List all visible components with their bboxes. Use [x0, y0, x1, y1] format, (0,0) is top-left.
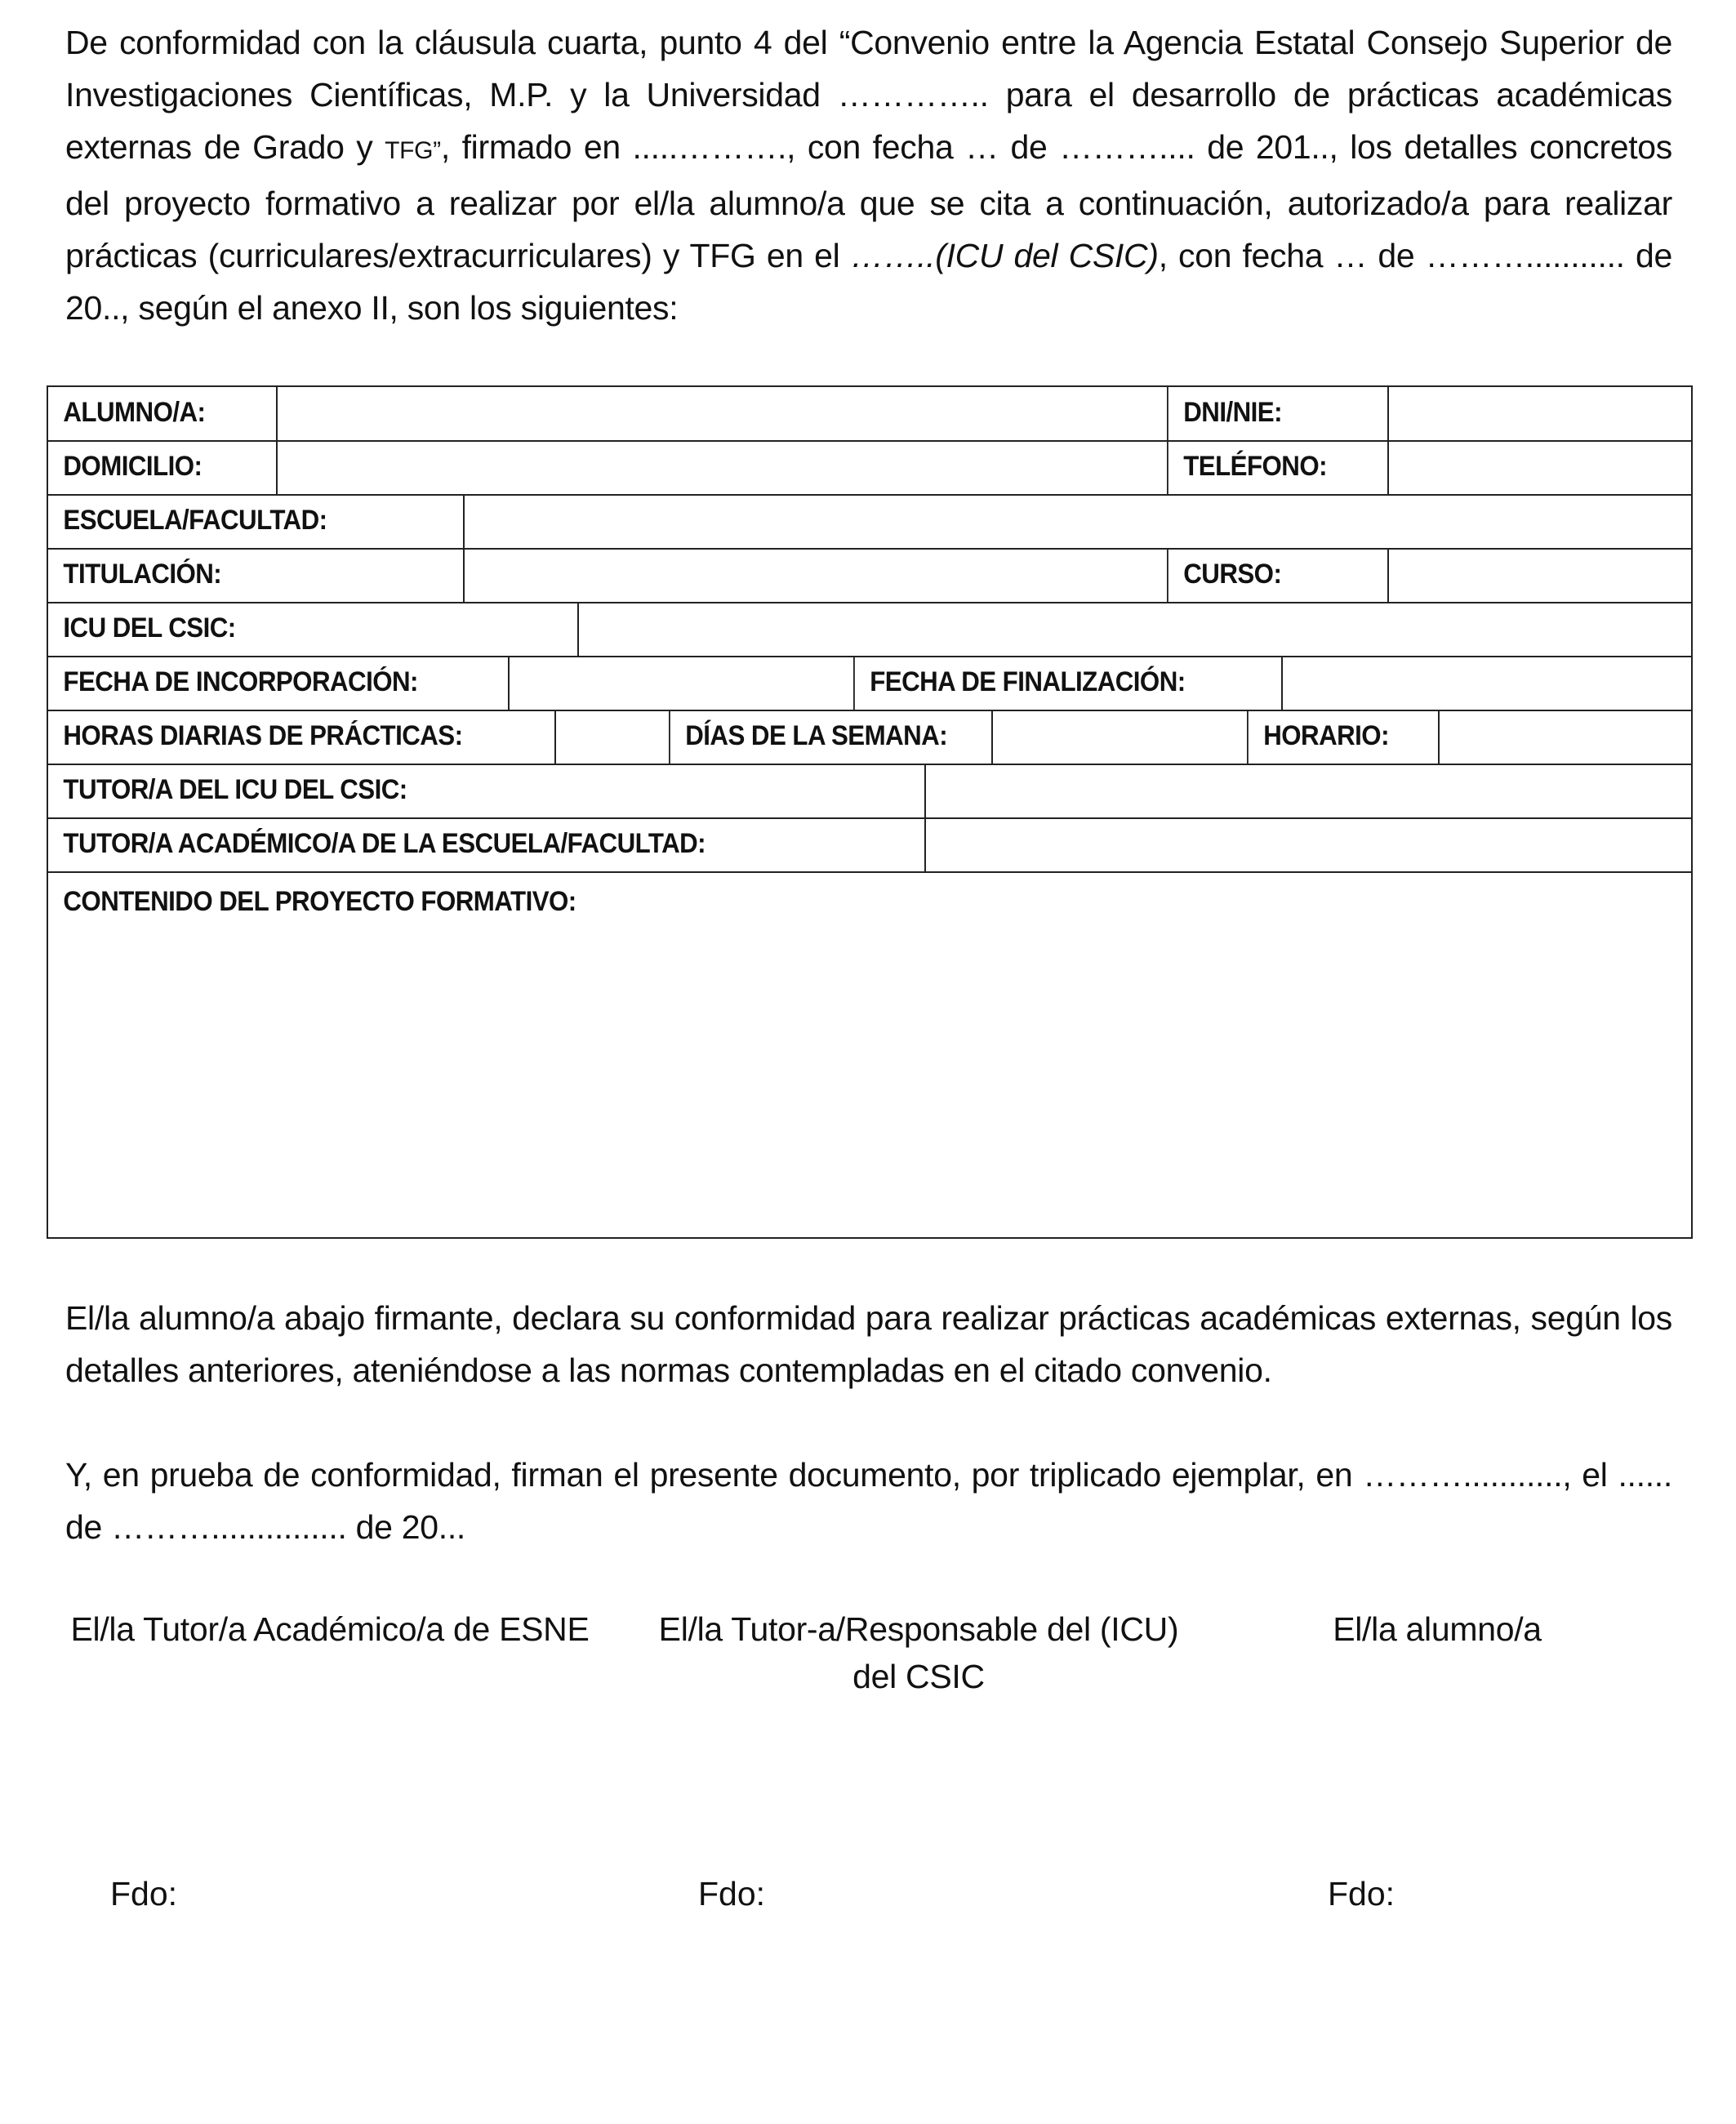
signature-csic-tutor-title: [637, 1605, 1200, 1700]
label-fecha-incorporacion: FECHA DE INCORPORACIÓN:: [63, 666, 418, 697]
label-contenido: CONTENIDO DEL PROYECTO FORMATIVO:: [63, 886, 576, 917]
fdo-csic-tutor: Fdo:: [698, 1875, 766, 1912]
label-alumno: ALUMNO/A:: [63, 397, 206, 428]
label-telefono: TELÉFONO:: [1167, 441, 1369, 494]
declaration-paragraph: El/la alumno/a abajo firmante, declara su conformidad para realizar prácticas académicas externas, según los detalles anteriores, ateniéndose a las normas contempladas en el citado convenio.: [65, 1299, 1672, 1389]
intro-text-1: De conformidad con la cláusula cuarta, punto 4 del “Convenio entre la Agencia Estatal Consejo Superior de Investigaciones Científicas, M.P. y la Universidad ………….. para el desarrollo de prácticas académicas externas de Grado y: [65, 24, 1672, 166]
field-alumno[interactable]: [276, 387, 1167, 440]
field-tutor-academico[interactable]: [924, 818, 1691, 871]
row-icu: [48, 603, 1691, 657]
label-tutor-academico: TUTOR/A ACADÉMICO/A DE LA ESCUELA/FACULTAD:: [63, 828, 706, 859]
field-icu[interactable]: [577, 603, 1691, 656]
label-fecha-finalizacion: FECHA DE FINALIZACIÓN:: [853, 657, 1247, 710]
row-escuela: [48, 495, 1691, 550]
label-domicilio: DOMICILIO:: [63, 451, 203, 482]
label-curso: CURSO:: [1167, 549, 1369, 602]
field-fecha-incorporacion[interactable]: [508, 657, 853, 710]
label-horas: HORAS DIARIAS DE PRÁCTICAS:: [63, 720, 463, 751]
label-icu: ICU DEL CSIC:: [63, 612, 236, 643]
row-tutor-icu: [48, 764, 1691, 819]
label-escuela: ESCUELA/FACULTAD:: [63, 505, 327, 536]
signature-student-title: El/la alumno/a: [1333, 1610, 1542, 1648]
row-horario: [48, 710, 1691, 765]
field-contenido-proyecto[interactable]: [48, 876, 1691, 1237]
signature-csic-line-1: El/la Tutor-a/Responsable del (ICU): [658, 1610, 1179, 1648]
field-fecha-finalizacion[interactable]: [1281, 657, 1691, 710]
field-dni[interactable]: [1387, 387, 1691, 440]
intro-paragraph: [65, 16, 1672, 334]
row-titulacion: [48, 549, 1691, 603]
signature-csic-line-2: del CSIC: [852, 1658, 985, 1695]
intro-icu-italic: ……..(ICU del CSIC): [850, 237, 1159, 274]
label-dias: DÍAS DE LA SEMANA:: [669, 710, 965, 764]
field-tutor-icu[interactable]: [924, 764, 1691, 817]
field-telefono[interactable]: [1387, 441, 1691, 494]
signature-academic-tutor-title: El/la Tutor/a Académico/a de ESNE: [70, 1610, 590, 1648]
label-horario: HORARIO:: [1247, 710, 1422, 764]
field-curso[interactable]: [1387, 549, 1691, 602]
row-tutor-academico: [48, 818, 1691, 873]
fdo-student: Fdo:: [1328, 1875, 1395, 1912]
field-titulacion[interactable]: [463, 549, 1167, 602]
row-domicilio: [48, 441, 1691, 496]
label-dni: DNI/NIE:: [1167, 387, 1369, 440]
intro-text-3: , con fecha … de ………........... de 20.., según el anexo II, son los siguientes:: [65, 237, 1672, 327]
fdo-academic-tutor: Fdo:: [110, 1875, 178, 1912]
field-horas[interactable]: [554, 710, 669, 764]
field-domicilio[interactable]: [276, 441, 1167, 494]
label-titulacion: TITULACIÓN:: [63, 559, 222, 590]
row-fechas: [48, 657, 1691, 711]
label-tutor-icu: TUTOR/A DEL ICU DEL CSIC:: [63, 774, 407, 805]
intro-tfg-small: TFG”: [385, 137, 441, 164]
field-horario[interactable]: [1438, 710, 1691, 764]
row-alumno: [48, 387, 1691, 442]
practice-form-table: [47, 385, 1693, 1239]
proof-paragraph: Y, en prueba de conformidad, firman el presente documento, por triplicado ejemplar, en ………..........., el ...... de ………............... de 20...: [65, 1456, 1672, 1546]
field-dias[interactable]: [991, 710, 1247, 764]
intro-text-2: , firmado en .....………., con fecha … de ……….... de 201.., los detalles concretos del proyecto formativo a realizar por el/la alumno/a que se cita a continuación, autorizado/a para realizar prácticas (curriculares/extracurriculares) y TFG en el: [65, 128, 1672, 274]
field-escuela[interactable]: [463, 495, 1691, 548]
